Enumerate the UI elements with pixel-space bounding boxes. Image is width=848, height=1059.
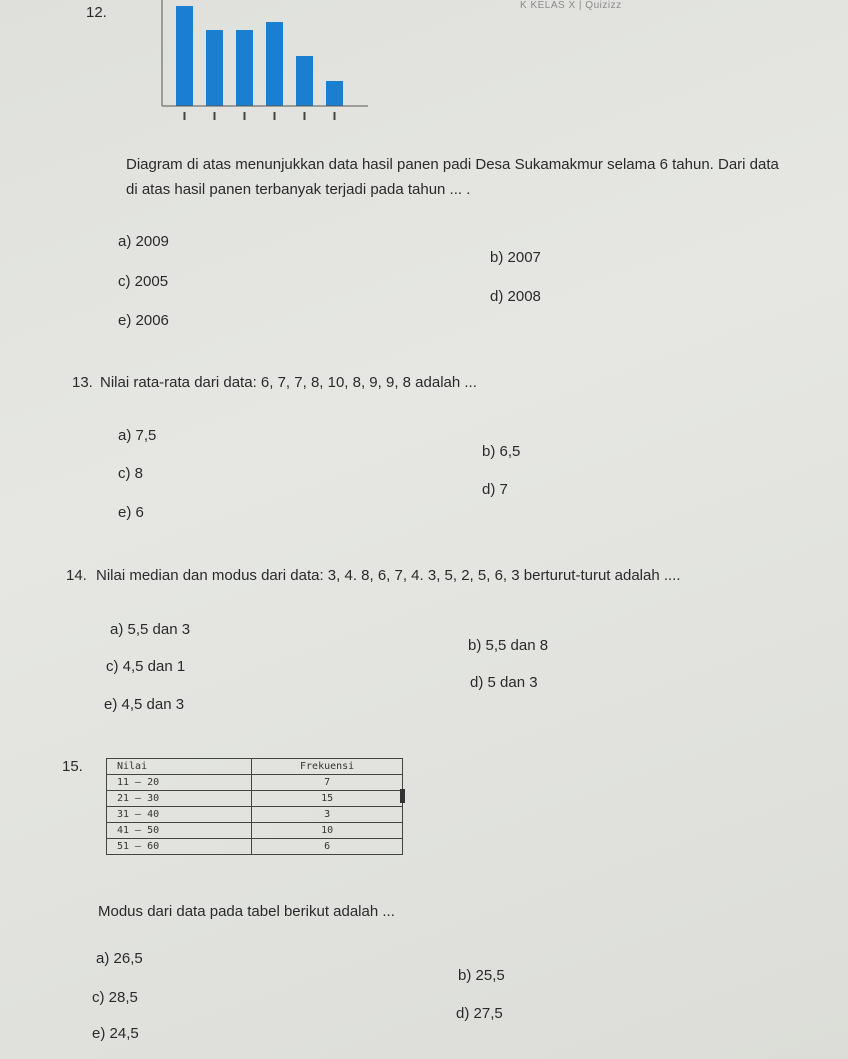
chart-bars <box>176 6 343 106</box>
q14-option-a[interactable]: a) 5,5 dan 3 <box>110 621 191 638</box>
chart-bar <box>206 30 223 106</box>
question-14-text: Nilai median dan modus dari data: 3, 4. 8, 6, 7, 4. 3, 5, 2, 5, 6, 3 berturut-turut adalah .... <box>96 567 681 584</box>
q13-option-e[interactable]: e) 6 <box>118 504 144 521</box>
question-12-text-line2: di atas hasil panen terbanyak terjadi pada tahun ... . <box>126 181 471 198</box>
question-13-text: Nilai rata-rata dari data: 6, 7, 7, 8, 10, 8, 9, 9, 8 adalah ... <box>100 374 477 391</box>
table-row <box>107 791 403 807</box>
q15-option-e[interactable]: e) 24,5 <box>92 1025 139 1042</box>
chart-x-tick <box>244 112 246 120</box>
question-15-number: 15. <box>62 758 83 775</box>
chart-x-tick <box>214 112 216 120</box>
chart-bar <box>236 30 253 106</box>
table-cell-frequency: 6 <box>252 839 403 855</box>
q12-option-d[interactable]: d) 2008 <box>490 288 541 305</box>
q15-option-b[interactable]: b) 25,5 <box>458 967 505 984</box>
table-cell-interval: 51 – 60 <box>107 839 252 855</box>
question-15-text: Modus dari data pada tabel berikut adalah ... <box>98 903 395 920</box>
chart-bar <box>326 81 343 106</box>
q14-option-e[interactable]: e) 4,5 dan 3 <box>104 696 185 713</box>
frequency-table <box>106 758 403 855</box>
chart-x-tick <box>274 112 276 120</box>
table-cell-interval: 11 – 20 <box>107 775 252 791</box>
question-12-text-line1: Diagram di atas menunjukkan data hasil panen padi Desa Sukamakmur selama 6 tahun. Dari data <box>126 156 779 173</box>
table-cell-frequency: 3 <box>252 807 403 823</box>
table-header-row <box>107 759 403 775</box>
table-cell-frequency: 15 <box>252 791 403 807</box>
q15-option-c[interactable]: c) 28,5 <box>92 989 138 1006</box>
table-edge-mark <box>400 789 405 803</box>
chart-bar <box>266 22 283 106</box>
q13-option-c[interactable]: c) 8 <box>118 465 144 482</box>
question-13-number: 13. <box>72 374 93 391</box>
table-cell-frequency: 7 <box>252 775 403 791</box>
q15-option-a[interactable]: a) 26,5 <box>96 950 143 967</box>
bar-chart <box>140 0 380 130</box>
table-row <box>107 839 403 855</box>
table-row <box>107 775 403 791</box>
table-cell-interval: 31 – 40 <box>107 807 252 823</box>
q13-option-b[interactable]: b) 6,5 <box>482 443 521 460</box>
table-row <box>107 823 403 839</box>
table-row <box>107 807 403 823</box>
q12-option-e[interactable]: e) 2006 <box>118 312 169 329</box>
question-14-number: 14. <box>66 567 87 584</box>
chart-x-tick <box>304 112 306 120</box>
page-header-fragment: K KELAS X | Quizizz <box>520 0 622 11</box>
table-cell-frequency: 10 <box>252 823 403 839</box>
table-cell-interval: 41 – 50 <box>107 823 252 839</box>
q13-option-a[interactable]: a) 7,5 <box>118 427 157 444</box>
table-header-frekuensi: Frekuensi <box>252 759 403 775</box>
q13-option-d[interactable]: d) 7 <box>482 481 508 498</box>
chart-x-tick <box>334 112 336 120</box>
chart-bar <box>176 6 193 106</box>
q14-option-c[interactable]: c) 4,5 dan 1 <box>106 658 186 675</box>
table-cell-interval: 21 – 30 <box>107 791 252 807</box>
q14-option-d[interactable]: d) 5 dan 3 <box>470 674 538 691</box>
chart-x-tick <box>184 112 186 120</box>
q15-option-d[interactable]: d) 27,5 <box>456 1005 503 1022</box>
question-12-number: 12. <box>86 4 107 21</box>
chart-bar <box>296 56 313 106</box>
q14-option-b[interactable]: b) 5,5 dan 8 <box>468 637 549 654</box>
table-header-nilai: Nilai <box>107 759 252 775</box>
q12-option-a[interactable]: a) 2009 <box>118 233 169 250</box>
q12-option-c[interactable]: c) 2005 <box>118 273 169 290</box>
q12-option-b[interactable]: b) 2007 <box>490 249 541 266</box>
chart-x-ticks <box>184 112 336 120</box>
